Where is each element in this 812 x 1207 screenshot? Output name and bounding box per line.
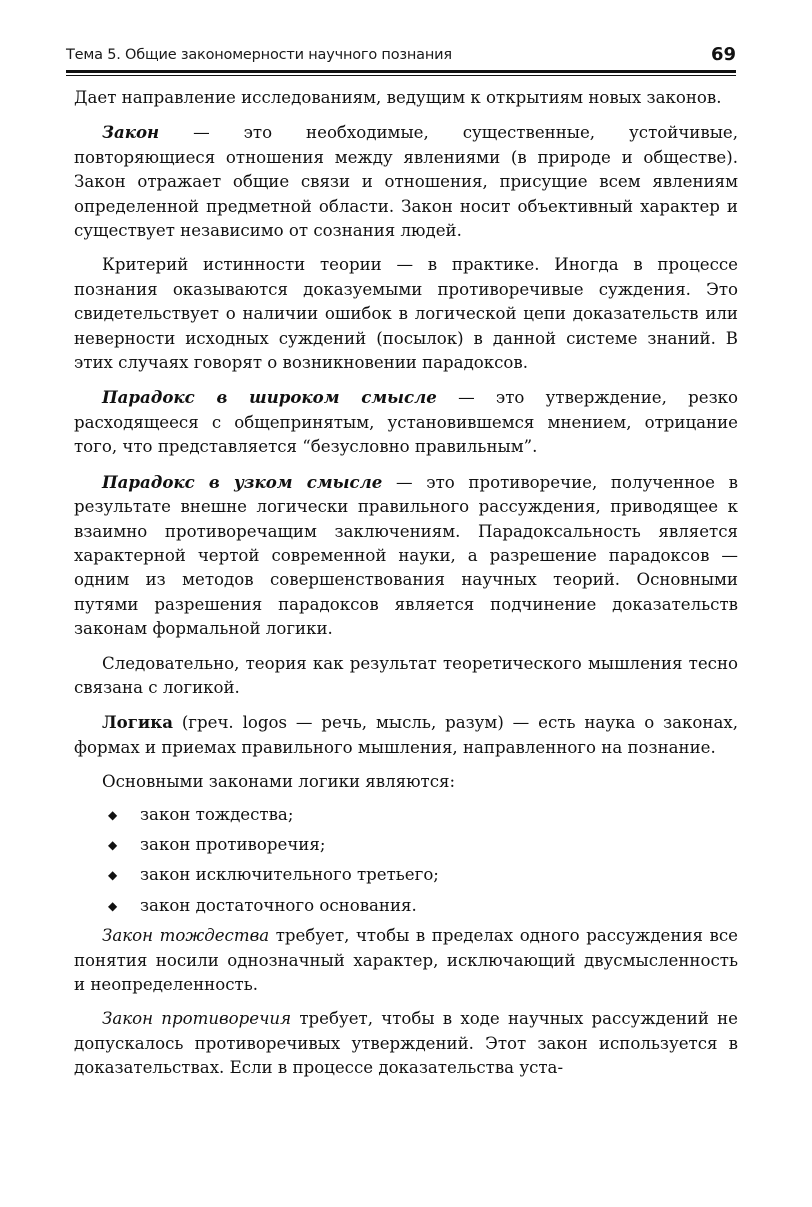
paragraph-theory-logic	[74, 652, 738, 701]
paragraph-law-definition	[74, 120, 738, 243]
running-header	[66, 44, 736, 68]
list-item: ◆ закон противоречия;	[74, 833, 738, 857]
list-item: ◆ закон исключительного третьего;	[74, 863, 738, 887]
paragraph-text: требует, чтобы в ходе научных рассуждений не допускалось противоречивых утверждений. Этот закон используется в доказательствах. Если в процессе доказательства уста-	[74, 1009, 738, 1078]
diamond-bullet-icon: ◆	[108, 837, 118, 852]
paragraph-text: Основными законами логики являются:	[102, 772, 456, 792]
paragraph-laws-intro	[74, 770, 738, 794]
laws-list	[74, 803, 738, 919]
list-item: ◆ закон тождества;	[74, 803, 738, 827]
paragraph-identity-law	[74, 924, 738, 997]
paragraph-text: — это утверждение, резко расходящееся с общепринятым, установившемся мнением, отрицание того, что представляется “безусловно правильным”.	[74, 388, 738, 457]
page-number: 69	[710, 44, 736, 65]
paragraph-text: требует, чтобы в пределах одного рассуждения все понятия носили однозначный характер, исключающий двусмысленность и неопределенность.	[74, 926, 739, 994]
paragraph-paradox-broad	[74, 385, 738, 459]
term-paradox-broad: Парадокс в широком смысле	[102, 387, 437, 408]
term-paradox-narrow: Парадокс в узком смысле	[102, 471, 383, 492]
diamond-bullet-icon: ◆	[108, 807, 118, 822]
header-rule-thin	[66, 75, 736, 76]
paragraph-text: — это противоречие, полученное в результате внешне логически правильного рассуждения, приводящее к взаимно противоречащим заключениям. Парадоксальность является характерной чертой современной науки, а разрешение парадоксов — одним из методов совершенствования научных теорий. Основными путями разрешения парадоксов является подчинение доказательств законам формальной логики.	[74, 472, 738, 639]
chapter-title: Тема 5. Общие закономерности научного познания	[66, 47, 452, 63]
term-logic: Логика	[102, 712, 173, 733]
paragraph-text: Критерий истинности теории — в практике. Иногда в процессе познания оказываются доказуемыми противоречивые суждения. Это свидетельствует о наличии ошибок в логической цепи доказательств или неверности исходных суждений (посылок) в данной системе знаний. В этих случаях говорят о возникновении парадоксов.	[74, 255, 738, 373]
term-identity-law: Закон тождества	[102, 926, 270, 946]
diamond-bullet-icon: ◆	[108, 898, 118, 913]
body-text	[74, 86, 738, 1091]
paragraph-text: (греч. logos — речь, мысль, разум) — есть наука о законах, формах и приемах правильного мышления, направленного на познание.	[74, 713, 738, 757]
paragraph-truth-criterion	[74, 253, 738, 375]
paragraph-text: Дает направление исследованиям, ведущим к открытиям новых законов.	[74, 88, 722, 107]
paragraph-logic-definition	[74, 710, 738, 760]
term-law: Закон	[102, 122, 160, 143]
paragraph-text: Следовательно, теория как результат теоретического мышления тесно связана с логикой.	[74, 653, 738, 697]
header-rule-thick	[66, 70, 736, 73]
paragraph-text: — это необходимые, существенные, устойчивые, повторяющиеся отношения между явлениями (в природе и обществе). Закон отражает общие связи и отношения, присущие всем явлениям определенной предметной области. Закон носит объективный характер и существует независимо от сознания людей.	[74, 123, 738, 241]
paragraph-contradiction-law	[74, 1007, 738, 1080]
term-contradiction-law: Закон противоречия	[102, 1009, 292, 1029]
paragraph-continuation	[74, 86, 738, 110]
paragraph-paradox-narrow	[74, 470, 738, 642]
diamond-bullet-icon: ◆	[108, 868, 118, 883]
list-item: ◆ закон достаточного основания.	[74, 894, 738, 918]
